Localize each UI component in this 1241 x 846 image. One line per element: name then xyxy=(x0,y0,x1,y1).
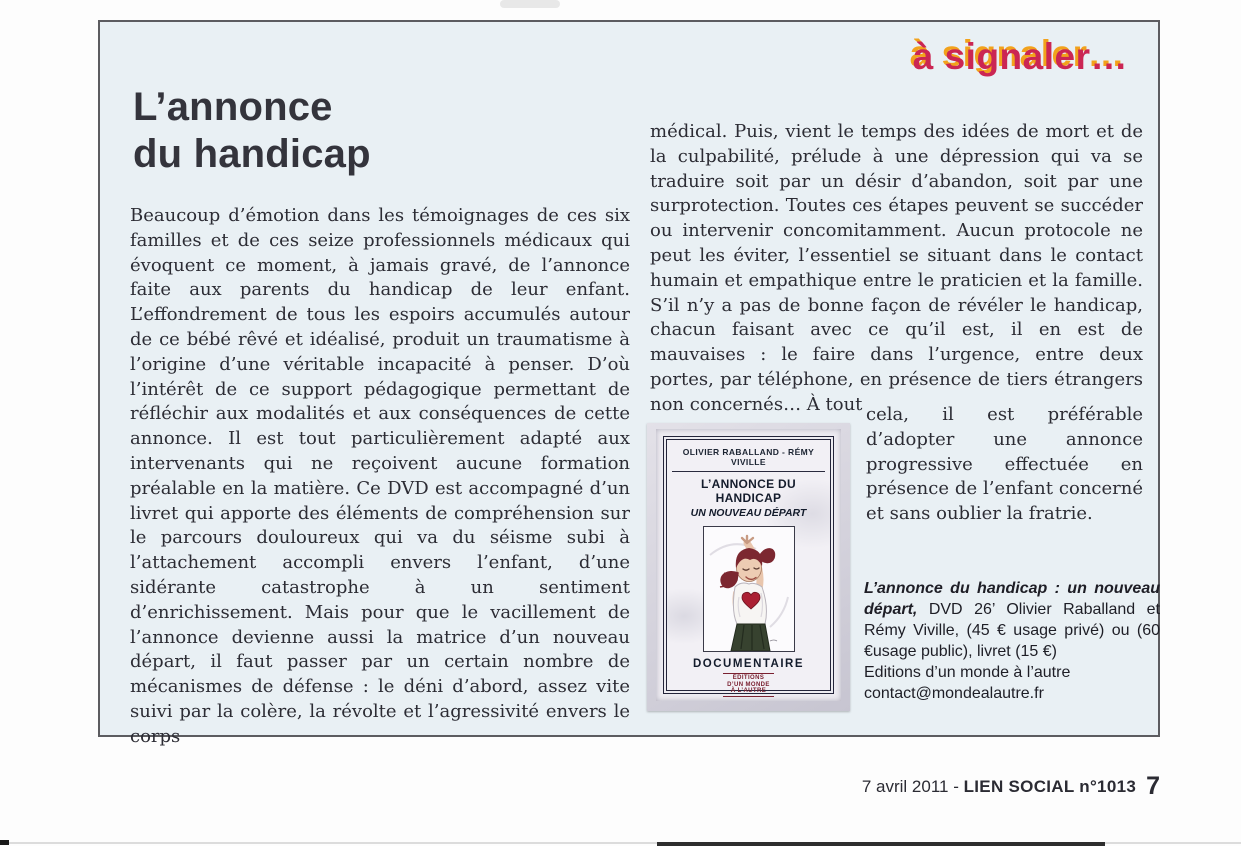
footer-date: 7 avril 2011 - xyxy=(861,777,964,796)
footer-journal: LIEN SOCIAL n°1013 xyxy=(963,777,1137,796)
caption-lead: L’annonce du handicap : un nouveau départ, xyxy=(864,580,1160,618)
dvd-authors: OLIVIER RABALLAND - RÉMY VIVILLE xyxy=(672,447,825,472)
section-label: à signaler… xyxy=(912,36,1128,77)
dvd-cover-photo xyxy=(647,423,850,711)
scan-smudge-artifact xyxy=(500,0,560,8)
dvd-title: L’ANNONCE DU HANDICAP xyxy=(701,477,796,505)
body-column-right-wrapped: cela, il est préférable d’adopter une annonce progressive effectuée en présence de l’enfant concerné et sans oublier la fratrie. xyxy=(866,404,1143,525)
publisher-logo xyxy=(723,673,774,697)
dvd-subtitle: UN NOUVEAU DÉPART xyxy=(690,507,807,519)
scan-edge-bar xyxy=(657,842,1105,846)
publisher-line3: À L’AUTRE xyxy=(730,688,767,694)
article-title-line2: du handicap xyxy=(133,132,371,176)
dvd-caption-block xyxy=(864,578,1160,704)
girl-with-heart-drawing xyxy=(704,527,794,651)
page-footer xyxy=(862,772,1160,801)
article-title xyxy=(133,84,371,178)
article-panel xyxy=(98,20,1160,747)
caption-details: DVD 26’ Olivier Raballand et Rémy Viville, (45 € usage privé) ou (60 €usage public), livret (15 €) xyxy=(864,601,1160,660)
article-title-line1: L’annonce xyxy=(133,85,333,129)
girl-illustration xyxy=(703,526,795,652)
dvd-cover-frame xyxy=(663,436,834,694)
dvd-cover-case xyxy=(656,429,841,701)
publisher-line2: D’UN MONDE xyxy=(727,681,770,688)
caption-email: contact@mondealautre.fr xyxy=(864,685,1044,702)
publisher-line1: ÉDITIONS xyxy=(732,675,765,681)
body-column-left: Beaucoup d’émotion dans les témoignages de ces six familles et de ces seize professionnels médicaux qui évoquent ce moment, à jamais gravé, de l’annonce faite aux parents du handicap de leur enfant. L’effondrement de tous les espoirs accumulés autour de ce bébé rêvé et idéalisé, produit un traumatisme à l’origine d’une véritable incapacité à penser. D’où l’intérêt de ce support pédagogique permettant de réfléchir aux modalités et aux conséquences de cette annonce. Il est tout particulièrement adapté aux intervenants qui ne reçoivent aucune formation préalable en la matière. Ce DVD est accompagné d’un livret qui apporte des éléments de compréhension sur le parcours douloureux qui va du séisme subi à l’attachement accompli envers l’enfant, d’une sidérante catastrophe à un sentiment d’enrichissement. Mais pour que le vacillement de l’annonce devienne aussi la matrice d’un nouveau départ, il faut passer par un certain nombre de mécanismes de défense : le déni d’abord, assez vite suivi par la colère, la révolte et l’agressivité envers le corps xyxy=(130,205,630,747)
body-column-right: médical. Puis, vient le temps des idées de mort et de la culpabilité, prélude à une dépression qui va se traduire soit par un désir d’abandon, soit par une surprotection. Toutes ces étapes peuvent se succéder ou intervenir concomitamment. Aucun protocole ne peut les éviter, l’essentiel se situant dans le contact humain et empathique entre le praticien et la famille. S’il n’y a pas de bonne façon de révéler le handicap, chacun faisant avec ce qu’il est, il en est de mauvaises : le faire dans l’urgence, entre deux portes, par téléphone, en présence de tiers étrangers non concernés… À tout xyxy=(650,121,1143,415)
scan-corner-mark xyxy=(0,840,9,845)
footer-page-number: 7 xyxy=(1146,772,1160,800)
caption-paragraph xyxy=(864,578,1160,662)
dvd-genre: DOCUMENTAIRE xyxy=(692,658,805,670)
caption-publisher: Editions d’un monde à l’autre xyxy=(864,664,1071,681)
